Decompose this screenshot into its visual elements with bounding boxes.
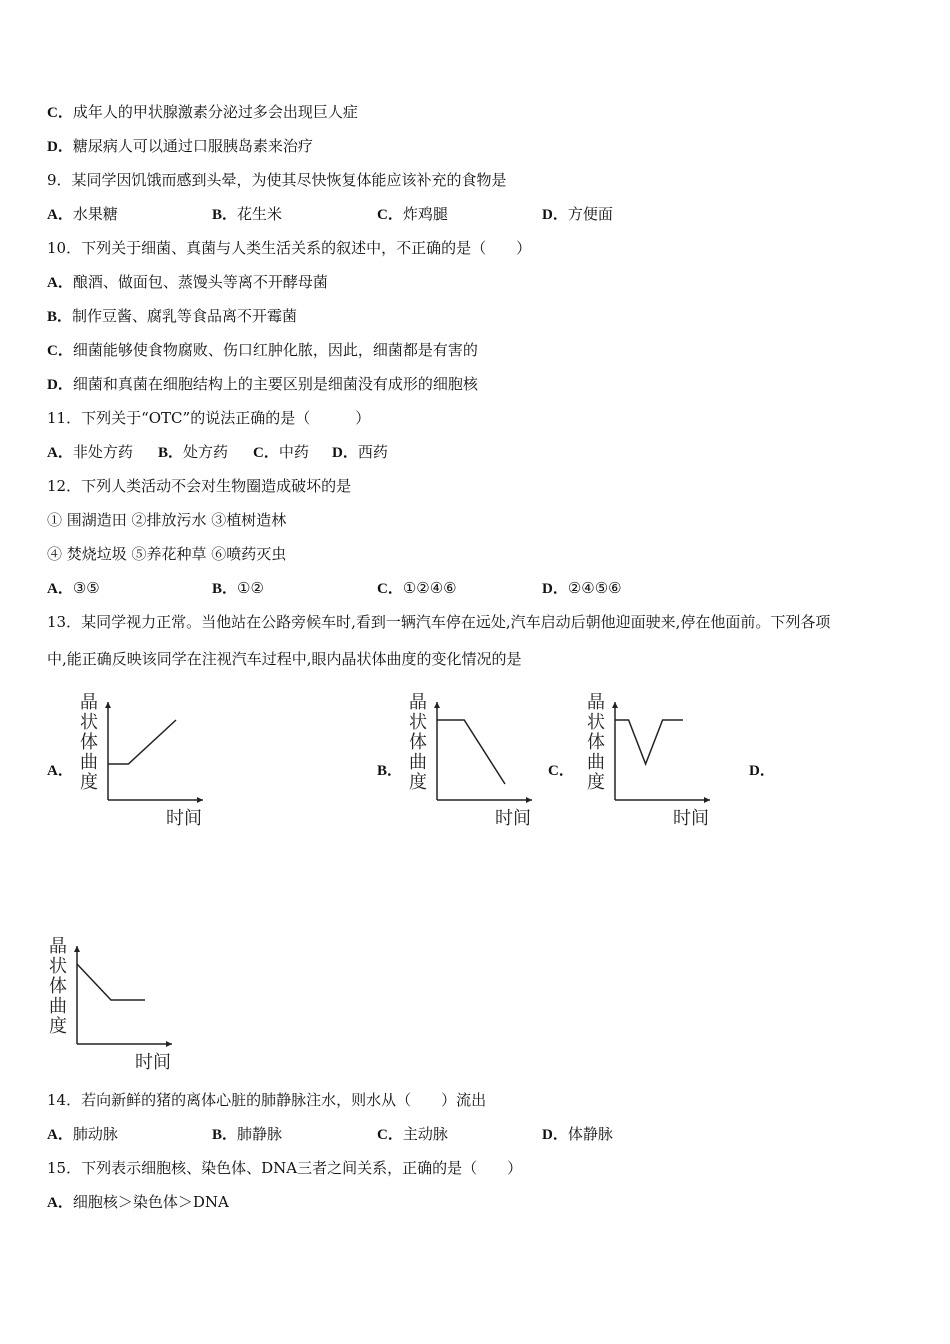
q12-option-b [212, 579, 264, 598]
y-axis-arrow [74, 946, 80, 952]
chart-c-svg [585, 690, 720, 828]
option-label: D． [542, 1127, 568, 1143]
q14-option-a [47, 1125, 118, 1144]
x-axis-arrow [526, 797, 532, 803]
option-text: 水果糖 [72, 205, 118, 223]
x-axis-label: 时间 [166, 808, 202, 828]
option-label: A． [47, 207, 73, 223]
option-text: 花生米 [237, 205, 283, 223]
option-text: 糖尿病人可以通过口服胰岛素来治疗 [72, 137, 313, 155]
chart-b [407, 690, 542, 828]
option-text: 处方药 [183, 443, 229, 461]
q15-stem: 15．下列表示细胞核、染色体、DNA三者之间关系，正确的是（ ） [47, 1159, 523, 1177]
y-axis-label-char: 状 [80, 712, 98, 733]
chart-b-svg [407, 690, 542, 828]
y-axis-label-char: 度 [409, 772, 427, 793]
option-label: C． [47, 343, 73, 359]
y-axis-arrow [612, 702, 618, 708]
y-axis-arrow [105, 702, 111, 708]
q9-option-a [47, 205, 118, 224]
q11-option-b [158, 443, 228, 462]
option-text: 细菌和真菌在细胞结构上的主要区别是细菌没有成形的细胞核 [72, 375, 478, 393]
option-label: C． [47, 105, 73, 121]
curve-line [437, 720, 505, 784]
q13-stem-line2: 中,能正确反映该同学在注视汽车过程中,眼内晶状体曲度的变化情况的是 [47, 650, 522, 668]
y-axis-label-char: 状 [409, 712, 427, 733]
graph-d-label: D． [749, 763, 775, 779]
option-label: A． [47, 275, 73, 291]
option-label: B． [158, 445, 184, 461]
option-text: 中药 [278, 443, 309, 461]
y-axis-label-char: 曲 [49, 996, 67, 1017]
option-label: A． [47, 1195, 73, 1211]
option-label: C． [377, 581, 403, 597]
option-text: 主动脉 [402, 1125, 448, 1143]
option-text: 方便面 [567, 205, 613, 223]
option-text: ①② [237, 579, 264, 597]
option-label: D． [47, 139, 73, 155]
curve-line [108, 720, 176, 764]
y-axis-arrow [434, 702, 440, 708]
y-axis-label-char: 度 [587, 772, 605, 793]
y-axis-label-char: 曲 [80, 752, 98, 773]
chart-d [47, 934, 182, 1072]
option-label: C． [253, 445, 279, 461]
q10-option-b [47, 307, 297, 326]
q11-option-a [47, 443, 133, 462]
q8-option-c [47, 103, 358, 122]
graph-c-label: C． [548, 763, 574, 779]
option-text: 制作豆酱、腐乳等食品离不开霉菌 [72, 307, 298, 325]
curve-line [615, 720, 683, 764]
q14-option-b [212, 1125, 282, 1144]
x-axis-label: 时间 [495, 808, 531, 828]
q15-option-a [47, 1193, 229, 1212]
option-label: C． [377, 207, 403, 223]
curve-line [77, 964, 145, 1000]
q10-stem: 10．下列关于细菌、真菌与人类生活关系的叙述中，不正确的是（ ） [47, 239, 532, 257]
option-label: B． [212, 1127, 238, 1143]
q9-option-b [212, 205, 282, 224]
q9-stem: 9．某同学因饥饿而感到头晕，为使其尽快恢复体能应该补充的食物是 [47, 171, 507, 189]
option-text: 细菌能够使食物腐败、伤口红肿化脓，因此，细菌都是有害的 [72, 341, 478, 359]
y-axis-label-char: 晶 [587, 692, 605, 713]
option-label: D． [47, 377, 73, 393]
graph-b-label: B． [377, 763, 403, 779]
y-axis-label-char: 晶 [409, 692, 427, 713]
option-label: B． [47, 309, 73, 325]
q12-item-line1: ① 围湖造田 ②排放污水 ③植树造林 [47, 511, 287, 529]
y-axis-label-char: 状 [49, 956, 67, 977]
y-axis-label-char: 度 [80, 772, 98, 793]
q10-option-c [47, 341, 478, 360]
option-text: 成年人的甲状腺激素分泌过多会出现巨人症 [72, 103, 358, 121]
option-text: 西药 [357, 443, 388, 461]
option-text: ③⑤ [72, 579, 100, 597]
x-axis-arrow [197, 797, 203, 803]
q14-stem: 14．若向新鲜的猪的离体心脏的肺静脉注水，则水从（ ）流出 [47, 1091, 487, 1109]
option-label: B． [212, 581, 238, 597]
option-label: D． [542, 207, 568, 223]
y-axis-label-char: 体 [49, 976, 67, 997]
option-text: 炸鸡腿 [402, 205, 448, 223]
option-text: 酿酒、做面包、蒸馒头等离不开酵母菌 [72, 273, 328, 291]
q14-option-d [542, 1125, 613, 1144]
y-axis-label-char: 曲 [587, 752, 605, 773]
x-axis-arrow [166, 1041, 172, 1047]
y-axis-label-char: 状 [587, 712, 605, 733]
q8-option-d [47, 137, 313, 156]
y-axis-label-char: 度 [49, 1016, 67, 1037]
option-text: 肺静脉 [237, 1125, 283, 1143]
chart-a-svg [78, 690, 213, 828]
option-label: A． [47, 445, 73, 461]
q12-option-c [377, 579, 457, 598]
chart-a [78, 690, 213, 828]
q10-option-a [47, 273, 328, 292]
option-label: D． [332, 445, 358, 461]
chart-c [585, 690, 720, 828]
graph-a-label: A． [47, 763, 73, 779]
q11-stem: 11．下列关于“OTC”的说法正确的是（ ） [47, 409, 371, 427]
y-axis-label-char: 体 [80, 732, 98, 753]
q11-option-c [253, 443, 309, 462]
q9-option-c [377, 205, 448, 224]
x-axis-label: 时间 [673, 808, 709, 828]
q12-option-a [47, 579, 100, 598]
q12-stem: 12．下列人类活动不会对生物圈造成破坏的是 [47, 477, 352, 495]
y-axis-label-char: 体 [409, 732, 427, 753]
q10-option-d [47, 375, 478, 394]
option-label: C． [377, 1127, 403, 1143]
option-label: B． [212, 207, 238, 223]
q12-option-d [542, 579, 622, 598]
option-text: 体静脉 [567, 1125, 613, 1143]
y-axis-label-char: 晶 [49, 936, 67, 957]
q14-option-c [377, 1125, 448, 1144]
option-text: 细胞核＞染色体＞DNA [72, 1193, 229, 1211]
q12-item-line2: ④ 焚烧垃圾 ⑤养花种草 ⑥喷药灭虫 [47, 545, 287, 563]
option-text: 非处方药 [72, 443, 133, 461]
option-label: D． [542, 581, 568, 597]
chart-d-svg [47, 934, 182, 1072]
option-text: ①②④⑥ [402, 579, 457, 597]
option-label: A． [47, 581, 73, 597]
x-axis-arrow [704, 797, 710, 803]
y-axis-label-char: 体 [587, 732, 605, 753]
y-axis-label-char: 晶 [80, 692, 98, 713]
x-axis-label: 时间 [135, 1052, 171, 1072]
q11-option-d [332, 443, 388, 462]
q9-option-d [542, 205, 613, 224]
y-axis-label-char: 曲 [409, 752, 427, 773]
option-text: 肺动脉 [72, 1125, 118, 1143]
option-label: A． [47, 1127, 73, 1143]
q13-stem-line1: 13．某同学视力正常。当他站在公路旁候车时,看到一辆汽车停在远处,汽车启动后朝他迎面驶来,停在他面前。下列各项 [47, 613, 831, 631]
option-text: ②④⑤⑥ [567, 579, 622, 597]
